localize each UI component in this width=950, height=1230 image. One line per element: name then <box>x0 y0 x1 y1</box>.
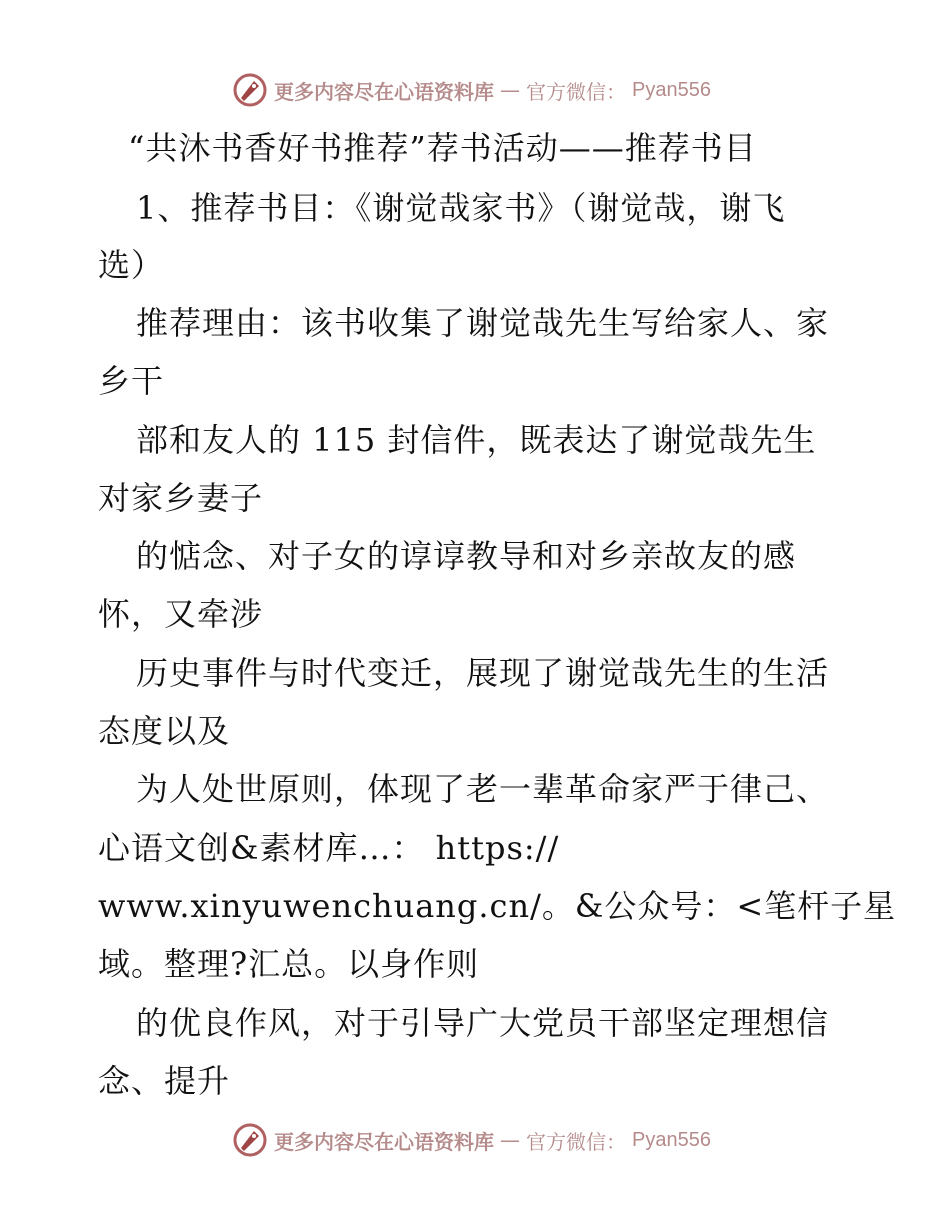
text-line: 态度以及 <box>98 712 231 750</box>
text-line: 部和友人的 115 封信件，既表达了谢觉哉先生 <box>136 421 817 459</box>
text-line: www.xinyuwenchuang.cn/。&公众号：<笔杆子星 <box>98 887 897 925</box>
text-line: 为人处世原则，体现了老一辈革命家严于律己、 <box>136 770 830 808</box>
document-title: “共沐书香好书推荐”荐书活动——推荐书目 <box>128 129 757 167</box>
watermark-wechat-label: 官方微信： <box>526 1129 626 1154</box>
pen-nib-logo-icon <box>232 72 268 108</box>
text-line: 乡干 <box>98 362 165 400</box>
text-line: 选） <box>98 246 165 284</box>
watermark-separator: — <box>500 78 520 102</box>
watermark-main-text: 更多内容尽在心语资料库 <box>274 1129 494 1154</box>
watermark-main-text: 更多内容尽在心语资料库 <box>274 79 494 104</box>
text-line: 怀，又牵涉 <box>98 595 264 633</box>
pen-nib-logo-icon <box>232 1122 268 1158</box>
watermark-banner-bottom <box>232 1120 711 1160</box>
text-line: 域。整理?汇总。以身作则 <box>98 945 480 983</box>
text-line: 心语文创&素材库…： https:// <box>98 829 560 867</box>
text-line: 的惦念、对子女的谆谆教导和对乡亲故友的感 <box>136 537 797 575</box>
watermark-wechat-id: Pyan556 <box>632 1128 711 1151</box>
watermark-wechat-label: 官方微信： <box>526 79 626 104</box>
text-line: 的优良作风，对于引导广大党员干部坚定理想信 <box>136 1004 830 1042</box>
watermark-banner-top <box>232 70 711 110</box>
text-line: 念、提升 <box>98 1062 231 1100</box>
text-line: 对家乡妻子 <box>98 479 264 517</box>
text-line: 推荐理由：该书收集了谢觉哉先生写给家人、家 <box>136 304 830 342</box>
text-line: 历史事件与时代变迁，展现了谢觉哉先生的生活 <box>136 654 830 692</box>
text-line: 1、推荐书目：《谢觉哉家书》（谢觉哉，谢飞 <box>136 189 786 227</box>
watermark-separator: — <box>500 1128 520 1152</box>
watermark-wechat-id: Pyan556 <box>632 78 711 101</box>
